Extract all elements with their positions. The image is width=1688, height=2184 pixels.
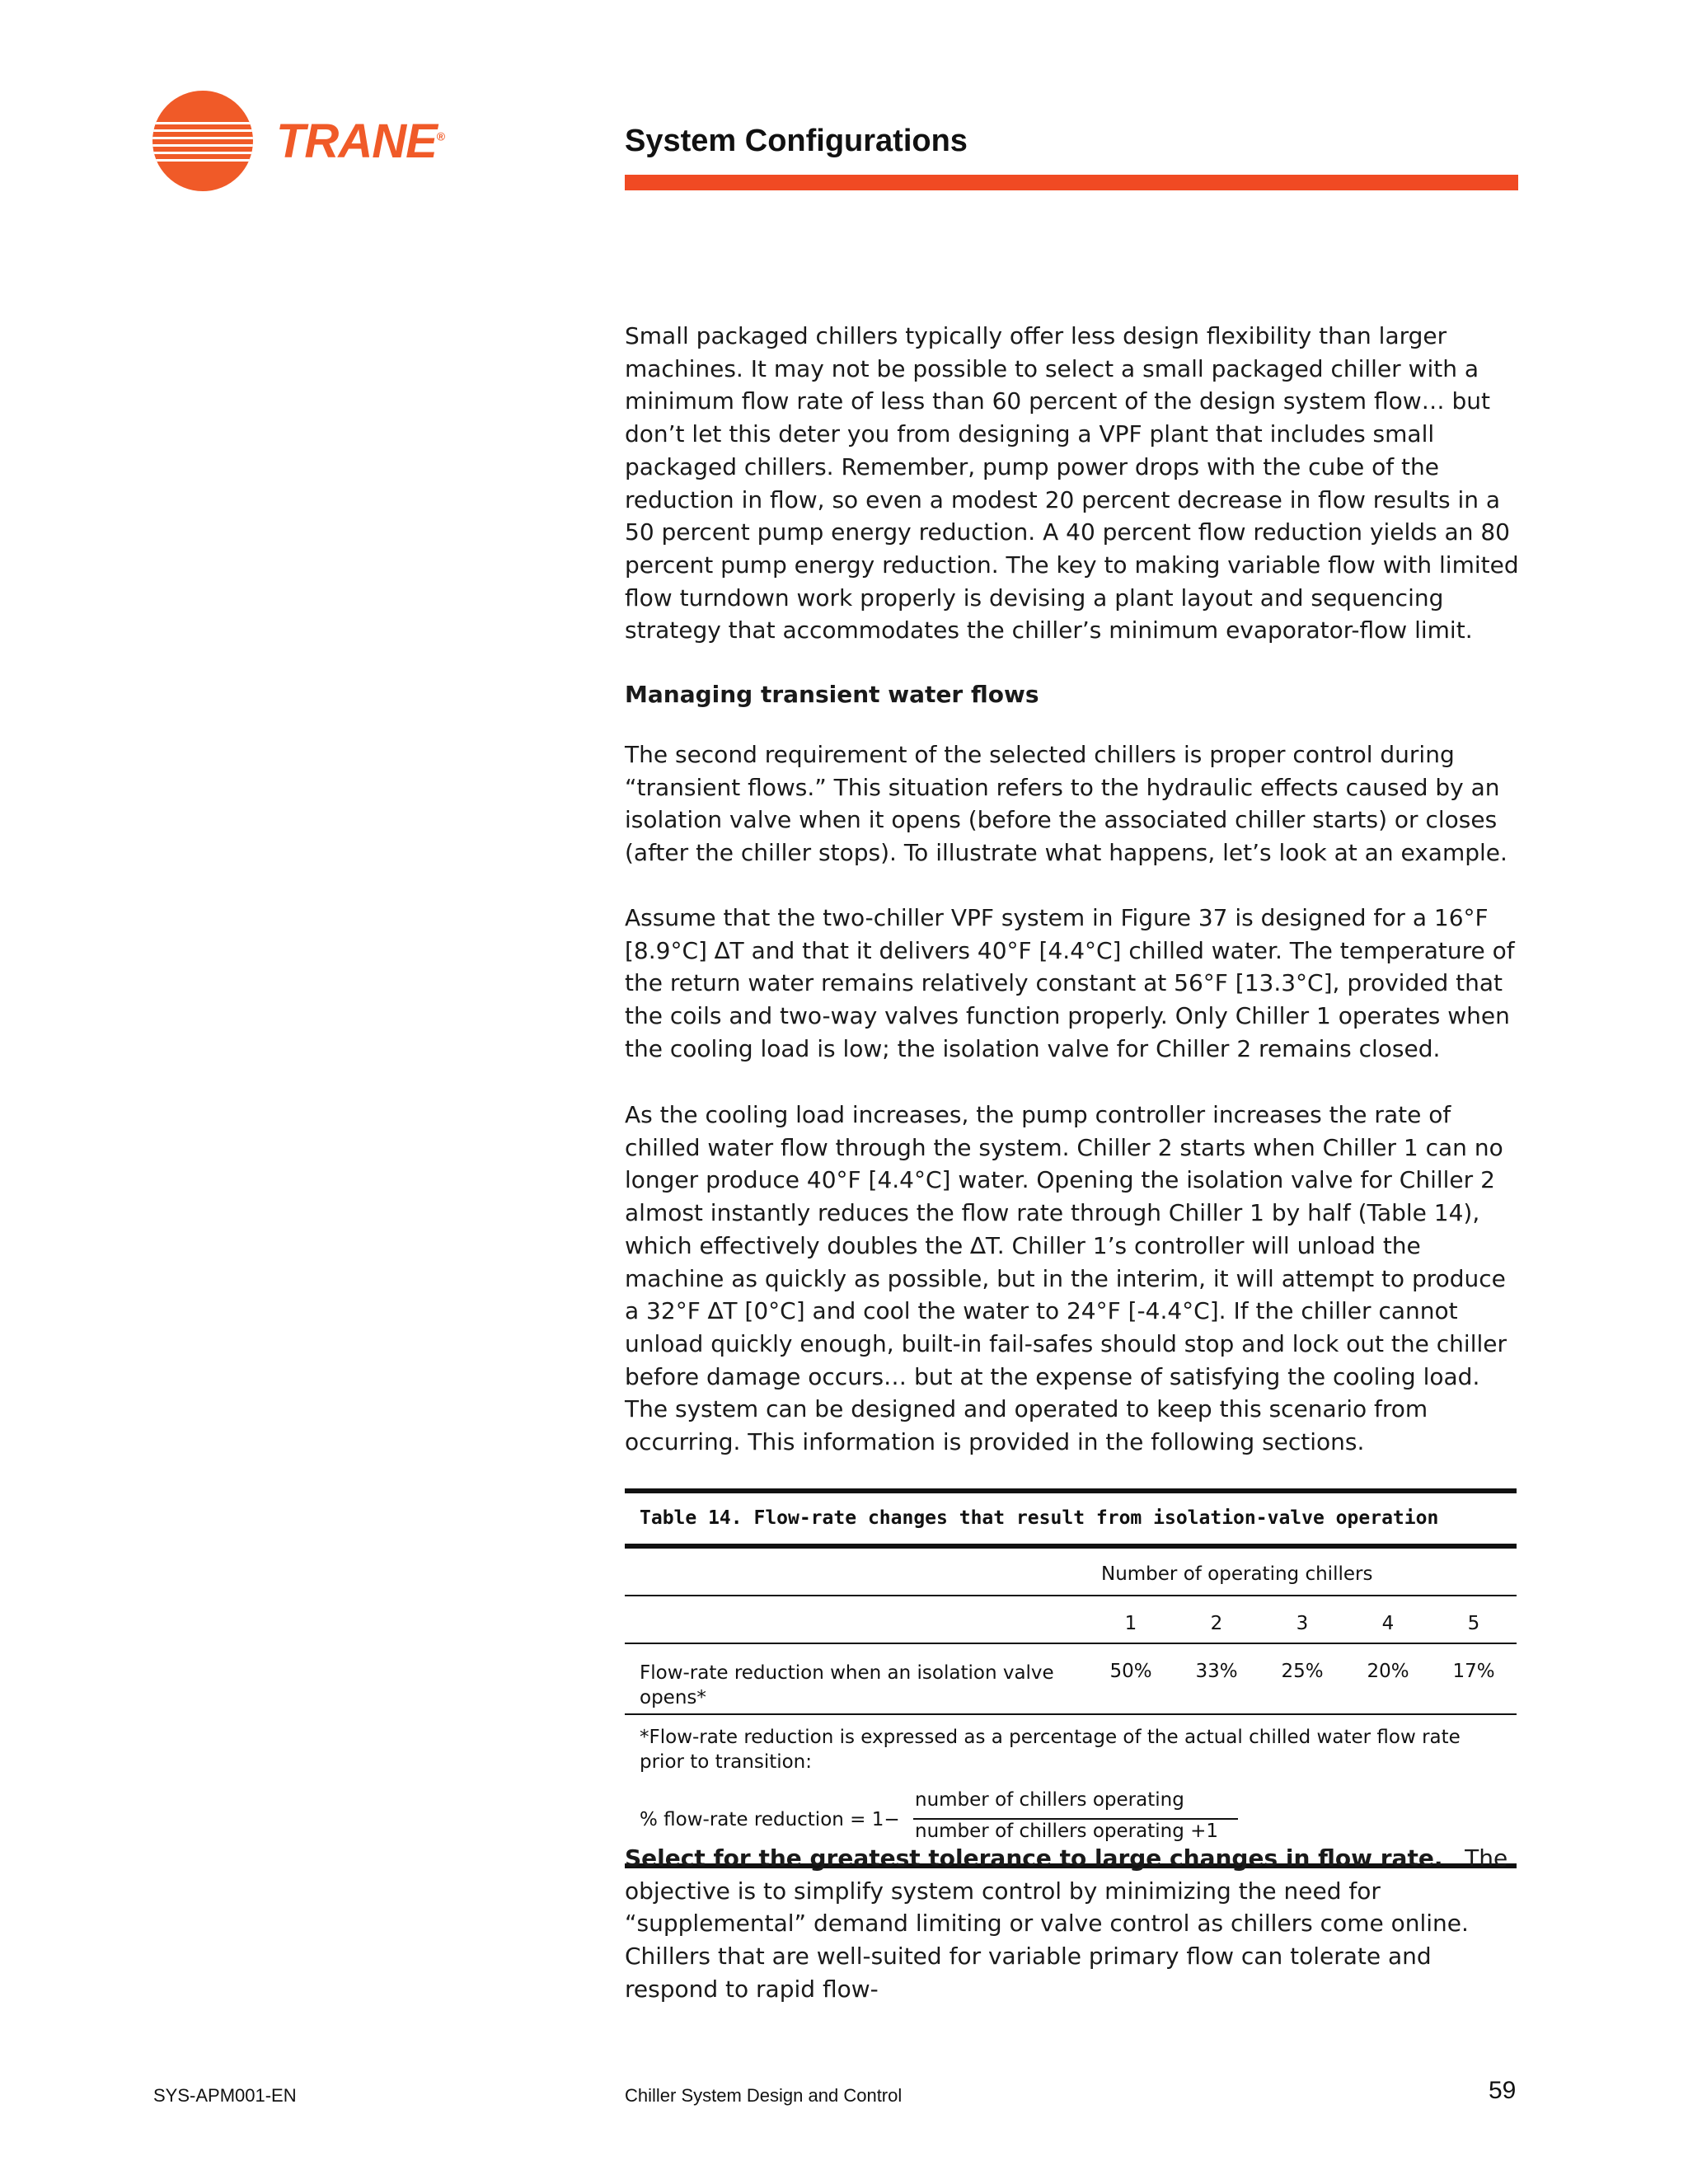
table-col-header: 5 (1467, 1613, 1480, 1634)
table-cell: 20% (1367, 1661, 1409, 1682)
table-group-header: Number of operating chillers (1101, 1563, 1373, 1585)
table-column-header-row (625, 1596, 1517, 1643)
section-title: System Configurations (625, 124, 968, 158)
paragraph-example: Assume that the two-chiller VPF system in Figure 37 is designed for a 16°F [8.9°C] ∆T and that it delivers 40°F [4.4°C] chilled water. The temperature of the return water remains relatively constant at 56°F [13.3°C], provided that the coils and two-way valves function properly. Only Chiller 1 operates when the cooling load is low; the isolation valve for Chiller 2 remains closed. (625, 904, 1515, 1062)
table-col-header: 2 (1210, 1613, 1223, 1634)
heading-managing-transient-flows: Managing transient water flows (625, 681, 1039, 708)
table-title: Table 14. Flow-rate changes that result from isolation-valve operation (640, 1507, 1439, 1529)
trane-wordmark: TRANE® (276, 115, 445, 168)
formula-numerator: number of chillers operating (915, 1789, 1184, 1811)
table-col-header: 1 (1124, 1613, 1137, 1634)
title-rule (625, 175, 1518, 190)
table-row (625, 1644, 1517, 1713)
table-cell: 33% (1195, 1661, 1238, 1682)
fraction-bar (913, 1818, 1238, 1820)
page-number: 59 (1489, 2077, 1517, 2104)
paragraph-text: The objective is to simplify system control by minimizing the need for “supplemental” demand limiting or valve control as chillers come online. Chillers that are well-suited for variable primary flow can tolerate and respond to rapid flow- (625, 1844, 1508, 2003)
footer-doc-title: Chiller System Design and Control (625, 2085, 903, 2106)
table-col-header: 3 (1296, 1613, 1309, 1634)
run-in-heading: Select for the greatest tolerance to large changes in flow rate. (625, 1844, 1443, 1872)
paragraph-select-tolerance (625, 1842, 1523, 2006)
trane-logo (152, 91, 466, 198)
table-cell: 25% (1281, 1661, 1324, 1682)
formula-denominator: number of chillers operating +1 (915, 1821, 1219, 1842)
formula-lhs: % flow-rate reduction = 1− (640, 1809, 900, 1830)
table-col-header: 4 (1381, 1613, 1395, 1634)
table-cell: 17% (1452, 1661, 1495, 1682)
paragraph-transient-flows: The second requirement of the selected chillers is proper control during “transient flows.” This situation refers to the hydraulic effects caused by an isolation valve when it opens (before the associated chiller starts) or closes (after the chiller stops). To illustrate what happens, let’s look at an example. (625, 741, 1507, 867)
footer-doc-code: SYS-APM001-EN (153, 2085, 297, 2106)
table-group-header-row (625, 1549, 1517, 1595)
table-row-label: Flow-rate reduction when an isolation valve opens* (640, 1662, 1054, 1708)
paragraph-cooling-load: As the cooling load increases, the pump controller increases the rate of chilled water flow through the system. Chiller 2 starts when Chiller 1 can no longer produce 40°F [4.4°C] water. Opening the isolation valve for Chiller 2 almost instantly reduces the flow rate through Chiller 1 by half (Table 14), which effectively doubles the ∆T. Chiller 1’s controller will unload the machine as quickly as possible, but in the interim, it will attempt to produce a 32°F ∆T [0°C] and cool the water to 24°F [-4.4°C]. If the chiller cannot unload quickly enough, built-in fail-safes should stop and lock out the chiller before damage occurs… but at the expense of satisfying the cooling load. The system can be designed and operated to keep this scenario from occurring. This information is provided in the following sections. (625, 1101, 1507, 1456)
table-14 (625, 1488, 1517, 1868)
paragraph-small-packaged-chillers: Small packaged chillers typically offer less design flexibility than larger machines. It may not be possible to select a small packaged chiller with a minimum flow rate of less than 60 percent of the design system flow… but don’t let this deter you from designing a VPF plant that includes small packaged chillers. Remember, pump power drops with the cube of the reduction in flow, so even a modest 20 percent decrease in flow results in a 50 percent pump energy reduction. A 40 percent flow reduction yields an 80 percent pump energy reduction. The key to making variable flow with limited flow turndown work properly is devising a plant layout and sequencing strategy that accommodates the chiller’s minimum evaporator-flow limit. (625, 322, 1519, 644)
table-cell: 50% (1109, 1661, 1152, 1682)
table-footnote: *Flow-rate reduction is expressed as a percentage of the actual chilled water flow rate prior to transition: (640, 1727, 1461, 1773)
trane-circle-icon (152, 91, 253, 191)
